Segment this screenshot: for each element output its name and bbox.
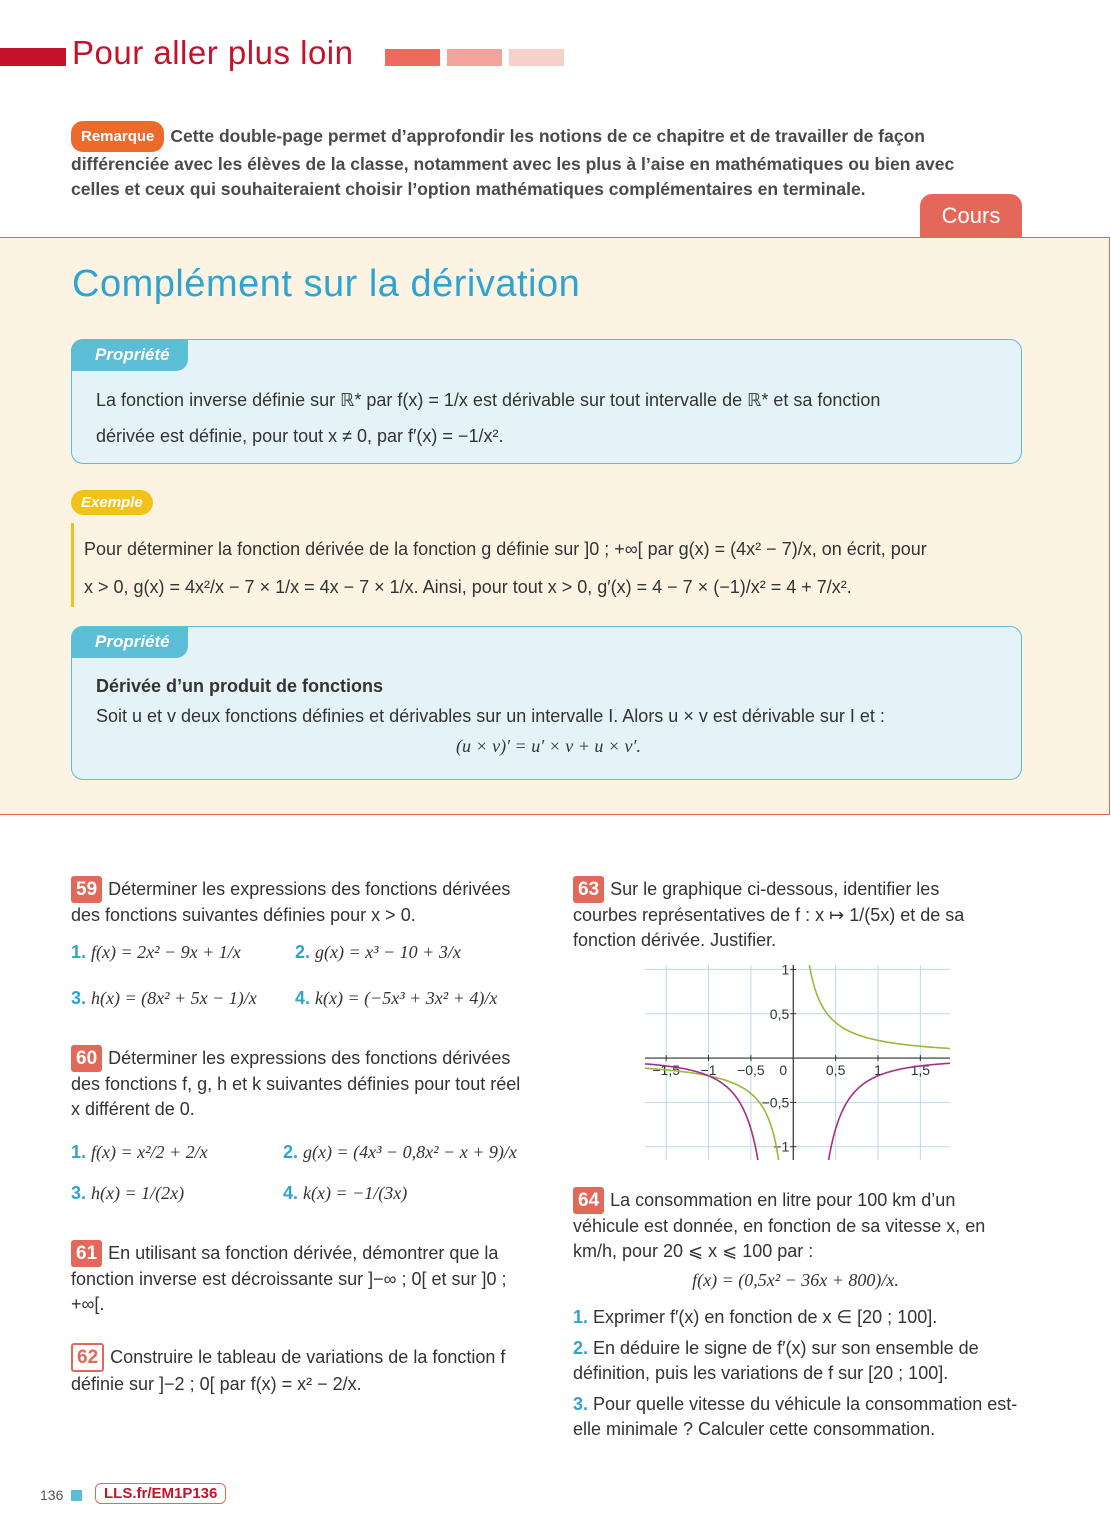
property-box-1 [71, 339, 1022, 464]
property-label: Propriété [71, 339, 188, 371]
y-tick-label: 1 [781, 965, 790, 978]
page-title: Pour aller plus loin [72, 34, 354, 71]
curve-f-prime [645, 1063, 950, 1160]
property-2-formula: (u × v)′ = u′ × v + u × v′. [455, 736, 641, 756]
header-block-1 [385, 49, 440, 66]
header-bar [0, 48, 66, 66]
exercise-60 [71, 1045, 531, 1122]
graph-tick-labels [652, 965, 930, 1155]
exercise-63 [573, 876, 1003, 953]
ex60-q3: 3. h(x) = 1/(2x) [71, 1183, 185, 1203]
ex60-q2: 2. g(x) = (4x³ − 0,8x² − x + 9)/x [283, 1142, 517, 1162]
ex64-q2: 2. En déduire le signe de f′(x) sur son ensemble de définition, puis les variations de f sur [20 ; 100]. [573, 1338, 979, 1383]
exercise-62-text: Construire le tableau de variations de la fonction f définie sur ]−2 ; 0[ par f(x) = x² − 2/x. [71, 1347, 506, 1394]
exercise-number: 61 [71, 1240, 102, 1267]
exemple-badge: Exemple [71, 490, 153, 515]
exercise-60-text: Déterminer les expressions des fonctions dérivées des fonctions f, g, h et k suivantes définies pour tout réel x différent de 0. [71, 1048, 521, 1119]
x-tick-label: −1 [700, 1062, 717, 1079]
exercise-number: 64 [573, 1187, 604, 1214]
ex64-formula: f(x) = (0,5x² − 36x + 800)/x. [692, 1270, 899, 1290]
page-number: 136 [40, 1487, 64, 1503]
x-tick-label: 1 [874, 1062, 882, 1079]
ex60-q4: 4. k(x) = −1/(3x) [283, 1183, 408, 1203]
ex59-q2: 2. g(x) = x³ − 10 + 3/x [295, 942, 461, 962]
x-tick-label: 0 [779, 1062, 788, 1079]
property-1-text [96, 382, 1001, 454]
property-2-line-1: Soit u et v deux fonctions définies et dérivables sur un intervalle I. Alors u × v est dérivable sur I et : [96, 706, 885, 726]
exercise-62 [71, 1343, 531, 1397]
exercise-61 [71, 1240, 531, 1317]
exercise-64 [573, 1187, 1018, 1264]
exemple-bar [71, 523, 74, 607]
exercise-59-text: Déterminer les expressions des fonctions dérivées des fonctions suivantes définies pour x > 0. [71, 879, 511, 925]
property-label: Propriété [71, 626, 188, 658]
remarque-badge: Remarque [71, 121, 164, 152]
y-tick-label: −0,5 [761, 1094, 790, 1111]
exercise-number: 60 [71, 1045, 102, 1072]
cours-tab: Cours [920, 194, 1022, 238]
property-box-2 [71, 626, 1022, 780]
exercise-61-text: En utilisant sa fonction dérivée, démontrer que la fonction inverse est décroissante sur ]−∞ ; 0[ et sur ]0 ; +∞[. [71, 1243, 507, 1314]
property-1-line-1: La fonction inverse définie sur ℝ* par f(x) = 1/x est dérivable sur tout intervalle de ℝ* et sa fonction [96, 390, 881, 410]
exemple-line-1: Pour déterminer la fonction dérivée de la fonction g définie sur ]0 ; +∞[ par g(x) = (4x² − 7)/x, on écrit, pour [84, 539, 927, 559]
property-2-heading: Dérivée d’un produit de fonctions [96, 676, 384, 696]
exercise-59 [71, 876, 531, 928]
ex59-q4: 4. k(x) = (−5x³ + 3x² + 4)/x [295, 988, 498, 1008]
graph-grid [645, 965, 950, 1160]
y-tick-label: 0,5 [769, 1005, 790, 1022]
ex64-q1: 1. Exprimer f′(x) en fonction de x ∈ [20 ; 100]. [573, 1307, 938, 1327]
exercise-number: 62 [71, 1343, 104, 1372]
property-1-line-2: dérivée est définie, pour tout x ≠ 0, par f′(x) = −1/x². [96, 426, 504, 446]
footer-square-icon [71, 1490, 82, 1501]
property-2-text [96, 671, 1001, 761]
x-tick-label: −0,5 [737, 1062, 765, 1079]
exercise-63-text: Sur le graphique ci-dessous, identifier les courbes représentatives de f : x ↦ 1/(5x) et de sa fonction dérivée. Justifier. [573, 879, 965, 950]
ex60-q1: 1. f(x) = x²/2 + 2/x [71, 1142, 208, 1162]
ex64-q3: 3. Pour quelle vitesse du véhicule la consommation est-elle minimale ? Calculer cette consommation. [573, 1394, 1018, 1439]
ex59-q3: 3. h(x) = (8x² + 5x − 1)/x [71, 988, 257, 1008]
footer-link[interactable]: LLS.fr/EM1P136 [95, 1483, 226, 1504]
exercise-64-text: La consommation en litre pour 100 km d’un véhicule est donnée, en fonction de sa vitesse x, en km/h, pour 20 ⩽ x ⩽ 100 par : [573, 1190, 986, 1261]
cours-title: Complément sur la dérivation [72, 263, 581, 305]
ex59-q1: 1. f(x) = 2x² − 9x + 1/x [71, 942, 241, 962]
curve-f [645, 965, 950, 1160]
exemple-text [84, 530, 1014, 606]
header-block-2 [447, 49, 502, 66]
header-block-3 [509, 49, 564, 66]
y-tick-label: −1 [773, 1138, 790, 1155]
exemple-line-2: x > 0, g(x) = 4x²/x − 7 × 1/x = 4x − 7 × 1/x. Ainsi, pour tout x > 0, g′(x) = 4 − 7 × (−1)/x² = 4 + 7/x². [84, 577, 852, 597]
remarque-text: Cette double-page permet d’approfondir les notions de ce chapitre et de travailler de façon différenciée avec les élèves de la classe, notamment avec les plus à l’aise en mathématiques ou bien avec celles et ceux qui souhaiteraient choisir l’option mathématiques complémentaires en terminale. [71, 126, 955, 199]
graph-axes [645, 965, 950, 1160]
remarque [71, 121, 1001, 202]
x-tick-label: −1,5 [652, 1062, 681, 1079]
x-tick-label: 0,5 [825, 1062, 846, 1079]
function-graph [645, 965, 950, 1160]
exercise-number: 59 [71, 876, 102, 903]
x-tick-label: 1,5 [910, 1062, 931, 1079]
exercise-number: 63 [573, 876, 604, 903]
